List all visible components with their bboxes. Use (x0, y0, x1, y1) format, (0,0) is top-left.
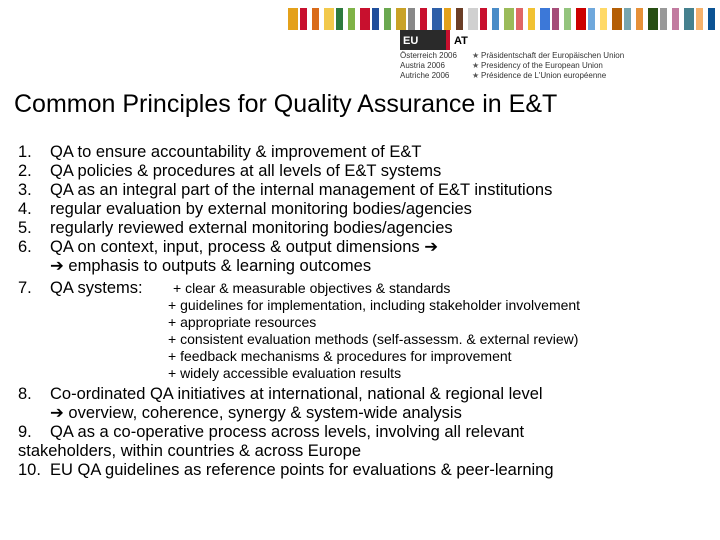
item-text: QA to ensure accountability & improvement of E&T (50, 143, 422, 161)
logo-stripe (540, 8, 550, 30)
eu-presidency-logo (288, 8, 720, 80)
presidency-row-en (400, 61, 603, 71)
logo-eu-text: EU (403, 35, 419, 47)
logo-stripe (396, 8, 406, 30)
logo-stripe (600, 8, 607, 30)
star-icon: ★ (472, 51, 480, 60)
item-number: 10. (18, 461, 41, 479)
logo-stripe (348, 8, 355, 30)
list-item-8-continuation: ➔ overview, coherence, synergy & system-wide analysis (50, 404, 462, 422)
item-number: 5. (18, 219, 32, 237)
presidency-label-de: Präsidentschaft der Europäischen Union (481, 51, 625, 60)
qa-system-sub-6: + widely accessible evaluation results (168, 365, 402, 381)
item-number: 7. (18, 279, 32, 297)
logo-stripe (516, 8, 523, 30)
item-text: QA systems: (50, 279, 143, 297)
list-item-6-continuation: ➔ emphasis to outputs & learning outcomes (50, 257, 372, 275)
item-text: EU QA guidelines as reference points for evaluations & peer-learning (50, 461, 554, 479)
logo-stripe (360, 8, 370, 30)
logo-stripe (684, 8, 694, 30)
logo-stripe (324, 8, 334, 30)
logo-stripe (696, 8, 703, 30)
logo-stripe (576, 8, 586, 30)
item-text: QA on context, input, process & output dimensions ➔ (50, 238, 439, 256)
item-number: 3. (18, 181, 32, 199)
list-item-10 (18, 461, 554, 480)
item-number: 2. (18, 162, 32, 180)
list-item-3 (18, 181, 552, 200)
presidency-row-de (400, 51, 624, 61)
logo-stripe (564, 8, 571, 30)
qa-system-sub-4: + consistent evaluation methods (self-assessm. & external review) (168, 331, 579, 347)
logo-stripe (444, 8, 451, 30)
list-item-9 (18, 423, 524, 442)
logo-stripe (432, 8, 442, 30)
logo-stripe (336, 8, 343, 30)
item-number: 1. (18, 143, 32, 161)
logo-stripe (636, 8, 643, 30)
logo-stripe (528, 8, 535, 30)
star-icon: ★ (472, 61, 480, 70)
qa-system-sub-3: + appropriate resources (168, 314, 317, 330)
list-item-1 (18, 143, 421, 162)
logo-stripe (408, 8, 415, 30)
logo-stripe (624, 8, 631, 30)
presidency-row-fr (400, 71, 606, 81)
qa-system-sub-1: + clear & measurable objectives & standards (173, 280, 451, 296)
list-item-5 (18, 219, 453, 238)
logo-stripe (480, 8, 487, 30)
logo-stripe (504, 8, 514, 30)
item-number: 9. (18, 423, 32, 441)
at-accent (446, 30, 450, 50)
logo-stripe (648, 8, 658, 30)
logo-stripe (372, 8, 379, 30)
item-text: Co-ordinated QA initiatives at international, national & regional level (50, 385, 543, 403)
presidency-year-en: Austria 2006 (400, 61, 445, 70)
logo-stripe (612, 8, 622, 30)
list-item-8 (18, 385, 543, 404)
logo-stripe (312, 8, 319, 30)
logo-stripe (468, 8, 478, 30)
item-text: QA as a co-operative process across levels, involving all relevant (50, 423, 525, 441)
logo-stripe (672, 8, 679, 30)
logo-stripe (660, 8, 667, 30)
presidency-label-en: Presidency of the European Union (481, 61, 603, 70)
list-item-4 (18, 200, 472, 219)
page-title: Common Principles for Quality Assurance in E&T (14, 90, 558, 118)
logo-color-stripes (288, 8, 720, 30)
list-item-9-continuation: stakeholders, within countries & across Europe (18, 442, 362, 460)
logo-stripe (588, 8, 595, 30)
item-number: 8. (18, 385, 32, 403)
logo-stripe (384, 8, 391, 30)
item-text: regular evaluation by external monitoring bodies/agencies (50, 200, 472, 218)
item-text: regularly reviewed external monitoring bodies/agencies (50, 219, 453, 237)
item-number: 6. (18, 238, 32, 256)
logo-stripe (456, 8, 463, 30)
item-text: QA policies & procedures at all levels of E&T systems (50, 162, 442, 180)
star-icon: ★ (472, 71, 480, 80)
logo-stripe (492, 8, 499, 30)
presidency-label-fr: Présidence de L'Union européenne (481, 71, 607, 80)
presidency-year-de: Österreich 2006 (400, 51, 457, 60)
list-item-2 (18, 162, 441, 181)
logo-stripe (300, 8, 307, 30)
item-number: 4. (18, 200, 32, 218)
qa-system-sub-5: + feedback mechanisms & procedures for improvement (168, 348, 512, 364)
logo-stripe (552, 8, 559, 30)
logo-stripe (420, 8, 427, 30)
item-text: QA as an integral part of the internal management of E&T institutions (50, 181, 553, 199)
list-item-6 (18, 238, 438, 257)
qa-system-sub-2: + guidelines for implementation, including stakeholder involvement (168, 297, 581, 313)
list-item-7 (18, 279, 143, 298)
presidency-year-fr: Autriche 2006 (400, 71, 450, 80)
logo-at-text: AT (454, 35, 468, 47)
logo-stripe (708, 8, 715, 30)
logo-stripe (288, 8, 298, 30)
